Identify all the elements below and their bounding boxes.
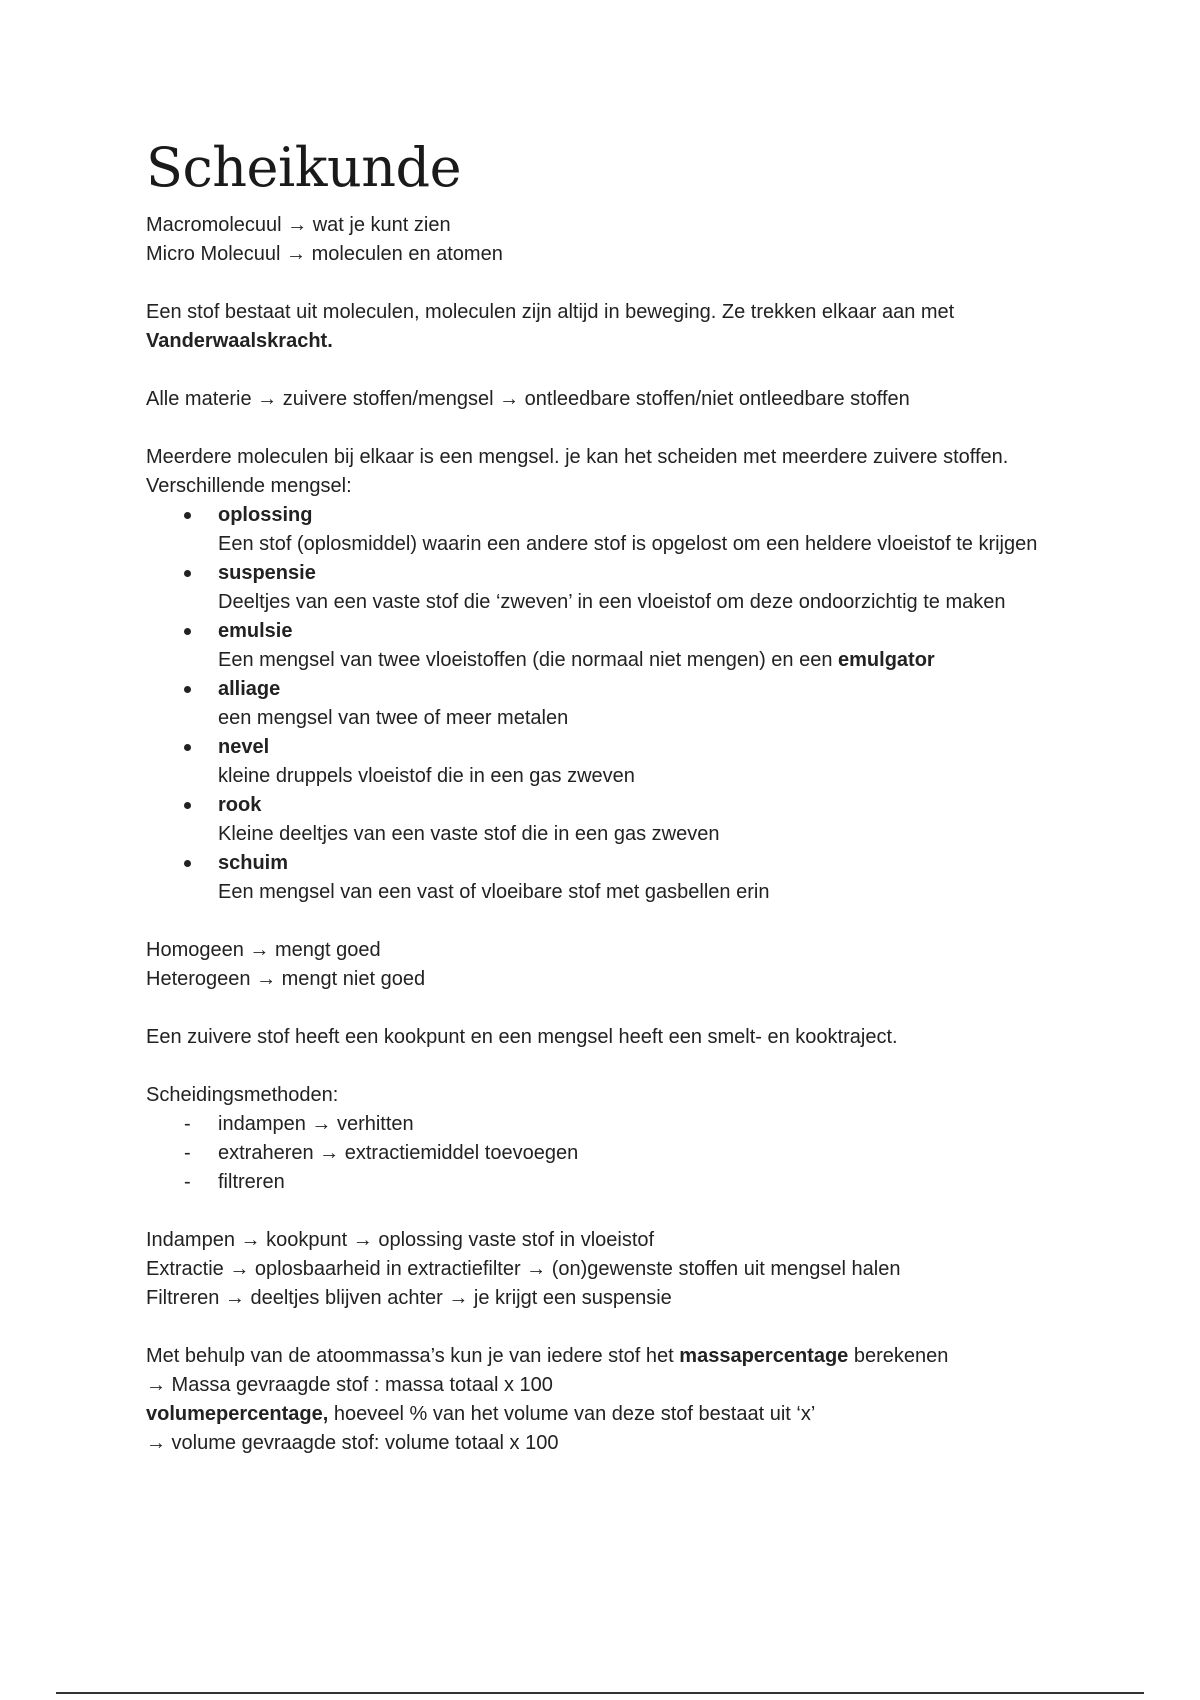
list-item bbox=[146, 1168, 1096, 1197]
mixture-list bbox=[146, 501, 1096, 907]
mixture-term: rook bbox=[218, 794, 262, 817]
homogeneous-line: Homogeen → mengt goed bbox=[146, 939, 381, 962]
paragraph-molecules-text: Een stof bestaat uit moleculen, moleculen zijn altijd in beweging. Ze trekken elkaar aan met bbox=[146, 301, 955, 324]
method-detail-extractie: Extractie → oplosbaarheid in extractiefilter → (on)gewenste stoffen uit mengsel halen bbox=[146, 1258, 901, 1281]
methods-list bbox=[146, 1110, 1096, 1197]
mixture-desc: kleine druppels vloeistof die in een gas zweven bbox=[218, 765, 635, 788]
method-item: filtreren bbox=[218, 1171, 285, 1194]
list-item bbox=[146, 733, 1096, 791]
bullet-icon bbox=[184, 628, 191, 635]
list-item bbox=[146, 617, 1096, 675]
method-item: indampen → verhitten bbox=[218, 1113, 414, 1136]
term-vanderwaalskracht: Vanderwaalskracht. bbox=[146, 330, 333, 353]
list-item bbox=[146, 849, 1096, 907]
document-page bbox=[146, 138, 1096, 1458]
mixture-desc: Kleine deeltjes van een vaste stof die in een gas zweven bbox=[218, 823, 720, 846]
mass-percentage-line bbox=[146, 1342, 1096, 1371]
mixture-desc: Een stof (oplosmiddel) waarin een andere stof is opgelost om een heldere vloeistof te krijgen bbox=[218, 533, 1038, 556]
mixture-term: alliage bbox=[218, 678, 281, 701]
dash-bullet: - bbox=[184, 1113, 191, 1136]
bullet-icon bbox=[184, 570, 191, 577]
methods-heading: Scheidingsmethoden: bbox=[146, 1084, 339, 1107]
mixture-desc: Een mengsel van een vast of vloeibare stof met gasbellen erin bbox=[218, 881, 770, 904]
intro-line-micro: Micro Molecuul → moleculen en atomen bbox=[146, 243, 503, 266]
bullet-icon bbox=[184, 686, 191, 693]
mixture-term: emulsie bbox=[218, 620, 293, 643]
paragraph-molecules bbox=[146, 298, 1096, 356]
intro-line-macro: Macromolecuul → wat je kunt zien bbox=[146, 214, 451, 237]
volume-percentage-line bbox=[146, 1400, 1096, 1429]
mass-pre: Met behulp van de atoommassa’s kun je van iedere stof het bbox=[146, 1345, 674, 1368]
paragraph-boiling: Een zuivere stof heeft een kookpunt en een mengsel heeft een smelt- en kooktraject. bbox=[146, 1026, 898, 1049]
term-massapercentage: massapercentage bbox=[679, 1345, 849, 1368]
mixture-term: oplossing bbox=[218, 504, 313, 527]
method-detail-filtreren: Filtreren → deeltjes blijven achter → je krijgt een suspensie bbox=[146, 1287, 672, 1310]
mixture-term: schuim bbox=[218, 852, 289, 875]
mixture-desc: Een mengsel van twee vloeistoffen (die normaal niet mengen) en een bbox=[218, 649, 833, 672]
paragraph-matter: Alle materie → zuivere stoffen/mengsel → ontleedbare stoffen/niet ontleedbare stoffen bbox=[146, 388, 910, 411]
list-item bbox=[146, 559, 1096, 617]
bullet-icon bbox=[184, 802, 191, 809]
method-detail-indampen: Indampen → kookpunt → oplossing vaste stof in vloeistof bbox=[146, 1229, 655, 1252]
bullet-icon bbox=[184, 512, 191, 519]
heterogeneous-line: Heterogeen → mengt niet goed bbox=[146, 968, 426, 991]
paragraph-mixtures: Meerdere moleculen bij elkaar is een mengsel. je kan het scheiden met meerdere zuivere stoffen. Verschillende mengsel: bbox=[146, 446, 1009, 498]
list-item bbox=[146, 1110, 1096, 1139]
mixture-desc: een mengsel van twee of meer metalen bbox=[218, 707, 569, 730]
bullet-icon bbox=[184, 744, 191, 751]
list-item bbox=[146, 675, 1096, 733]
volume-text: hoeveel % van het volume van deze stof bestaat uit ‘x’ bbox=[333, 1403, 816, 1426]
mass-post: berekenen bbox=[853, 1345, 949, 1368]
dash-bullet: - bbox=[184, 1171, 191, 1194]
list-item bbox=[146, 791, 1096, 849]
mixture-desc: Deeltjes van een vaste stof die ‘zweven’ in een vloeistof om deze ondoorzichtig te maken bbox=[218, 591, 1006, 614]
mass-formula: → Massa gevraagde stof : massa totaal x 100 bbox=[146, 1374, 553, 1397]
page-divider bbox=[56, 1692, 1144, 1694]
term-emulgator: emulgator bbox=[838, 649, 935, 672]
dash-bullet: - bbox=[184, 1142, 191, 1165]
list-item bbox=[146, 1139, 1096, 1168]
method-item: extraheren → extractiemiddel toevoegen bbox=[218, 1142, 579, 1165]
mixture-term: nevel bbox=[218, 736, 270, 759]
mixture-term: suspensie bbox=[218, 562, 316, 585]
volume-formula: → volume gevraagde stof: volume totaal x 100 bbox=[146, 1432, 559, 1455]
page-title: Scheikunde bbox=[146, 136, 462, 199]
bullet-icon bbox=[184, 860, 191, 867]
term-volumepercentage: volumepercentage, bbox=[146, 1403, 329, 1426]
list-item bbox=[146, 501, 1096, 559]
